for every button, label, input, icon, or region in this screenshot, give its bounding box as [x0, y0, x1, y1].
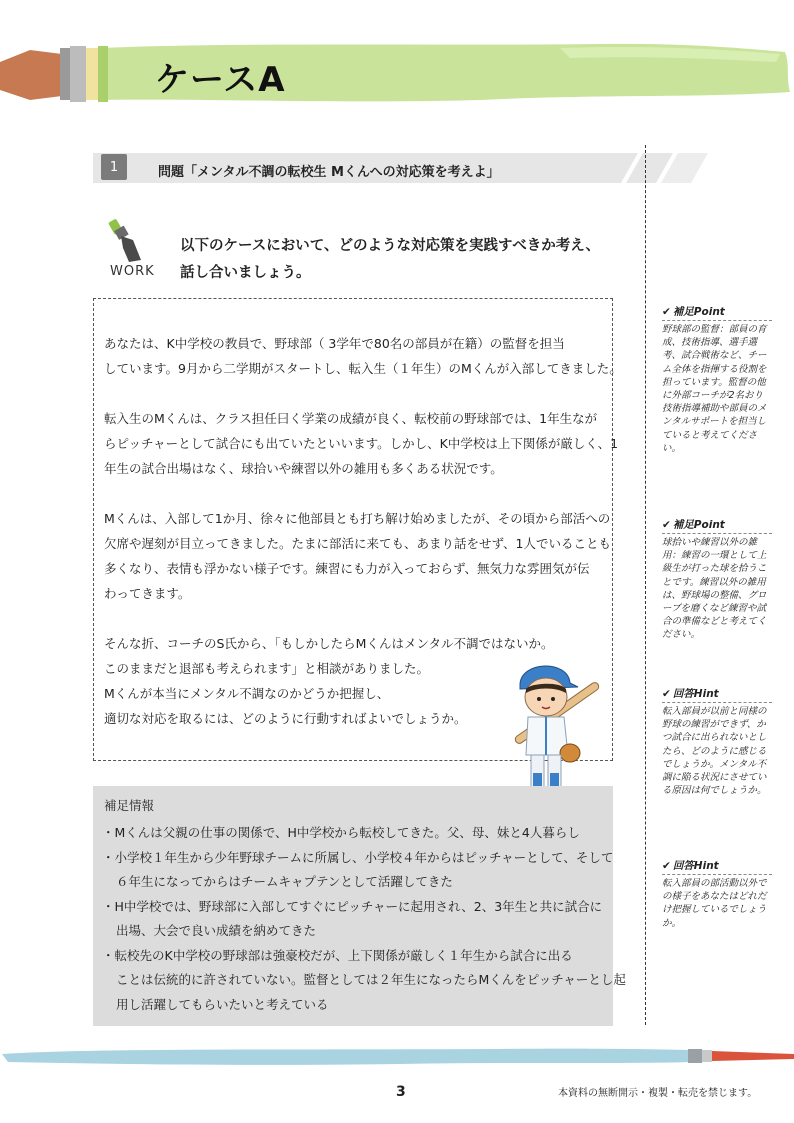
side-note-heading-text: 補足Point [672, 306, 725, 318]
side-note-body: 転入部員が以前と同様の野球の練習ができず、かつ試合に出られないとしたら、どのように感じるでしょうか。メンタル不調に陥る状況にさせている原因は何でしょうか。 [662, 706, 767, 797]
case-line: 転入生のMくんは、クラス担任曰く学業の成績が良く、転校前の野球部では、1年生なが [104, 411, 598, 426]
instruction-line: 以下のケースにおいて、どのような対応策を実践すべきか考え、 [180, 238, 601, 254]
supplement-item: ・Mくんは父親の仕事の関係で、H中学校から転校してきた。父、母、妹と4人暮らし [102, 825, 580, 840]
side-note-heading-text: 回答Hint [672, 688, 719, 700]
supplement-item: ・小学校１年生から少年野球チームに所属し、小学校４年からはピッチャーとして、そして [102, 849, 614, 865]
side-note [662, 686, 772, 797]
footer-brush-stroke [0, 1040, 794, 1070]
case-line: わってきます。 [104, 586, 191, 601]
supplement-item-continued: ６年生になってからはチームキャプテンとして活躍してきた [116, 874, 453, 889]
side-note-body: 野球部の監督：部員の育成、技術指導、選手選考、試合戦術など、チーム全体を指揮する役割を担っています。監督の他に外部コーチが2名おり技術指導補助や部員のメンタルサポートを担当していると考えてください。 [662, 324, 767, 454]
side-note-body: 球拾いや練習以外の雑用：練習の一環として上級生が打った球を拾うことです。練習以外の雑用は、野球場の整備、グローブを磨くなど練習や試合の準備などと考えてください。 [662, 537, 767, 641]
work-instruction [180, 233, 600, 287]
side-note-heading [662, 686, 772, 703]
case-line: 欠席や遅刻が目立ってきました。たまに部活に来ても、あまり話をせず、1人でいることも [104, 536, 611, 551]
case-line: 年生の試合出場はなく、球拾いや練習以外の雑用も多くある状況です。 [104, 461, 503, 476]
side-note-heading [662, 304, 772, 321]
question-number-badge: 1 [101, 154, 127, 180]
page-title: ケースA [155, 60, 286, 100]
case-paragraph [104, 331, 622, 381]
supplement-item: ・転校先のK中学校の野球部は強豪校だが、上下関係が厳しく１年生から試合に出る [102, 947, 573, 963]
paintbrush-icon [107, 218, 147, 264]
case-line: 多くなり、表情も浮かない様子です。練習にも力が入っておらず、無気力な雰囲気が伝 [104, 561, 590, 576]
side-note-heading [662, 517, 772, 534]
instruction-line: 話し合いましょう。 [180, 265, 311, 281]
supplement-item: ・H中学校では、野球部に入部してすぐにピッチャーに起用され、2、3年生と共に試合に [102, 898, 603, 914]
side-note-heading-text: 回答Hint [672, 860, 719, 872]
checkmark-icon: ✔ [662, 860, 671, 872]
case-paragraph [104, 406, 619, 481]
side-note-body: 転入部員の部活動以外での様子をあなたはどれだけ把握しているでしょうか。 [662, 878, 767, 929]
case-line: そんな折、コーチのS氏から、「もしかしたらMくんはメンタル不調ではないか。 [104, 636, 554, 651]
case-line: あなたは、K中学校の教員で、野球部（ 3学年で80名の部員が在籍）の監督を担当 [104, 336, 565, 351]
supplement-title: 補足情報 [104, 798, 155, 813]
case-line: 適切な対応を取るには、どのように行動すればよいでしょうか。 [104, 711, 467, 726]
case-line: らピッチャーとして試合にも出ていたといいます。しかし、K中学校は上下関係が厳しく、1 [104, 436, 619, 451]
case-paragraph [104, 506, 609, 606]
case-line: Mくんが本当にメンタル不調なのかどうか把握し、 [104, 686, 390, 701]
case-line: このままだと退部も考えられます」と相談がありました。 [104, 661, 430, 676]
question-title: 問題「メンタル不調の転校生 Mくんへの対応策を考えよ」 [158, 165, 500, 180]
supplement-item-continued: ことは伝統的に許されていない。監督としては２年生になったらMくんをピッチャーとし起 [116, 972, 626, 987]
side-note-heading-text: 補足Point [672, 519, 725, 531]
side-note [662, 517, 772, 642]
header-brush-banner [0, 40, 794, 110]
checkmark-icon: ✔ [662, 306, 671, 318]
page-number: 3 [396, 1084, 406, 1100]
side-note [662, 858, 772, 930]
case-line: Mくんは、入部して1か月、徐々に他部員とも打ち解け始めましたが、その頃から部活への [104, 511, 611, 526]
side-note [662, 304, 772, 455]
case-line: しています。9月から二学期がスタートし、転入生（１年生）のMくんが入部してきました。 [104, 361, 622, 376]
work-label: WORK [110, 264, 155, 279]
side-note-heading [662, 858, 772, 875]
column-divider [645, 145, 646, 1025]
copyright-notice: 本資料の無断開示・複製・転売を禁じます。 [558, 1088, 758, 1099]
supplement-item-continued: 出場、大会で良い成績を納めてきた [116, 923, 317, 938]
checkmark-icon: ✔ [662, 519, 671, 531]
supplement-list [102, 821, 626, 1017]
checkmark-icon: ✔ [662, 688, 671, 700]
supplement-item-continued: 用し活躍してもらいたいと考えている [116, 996, 329, 1012]
